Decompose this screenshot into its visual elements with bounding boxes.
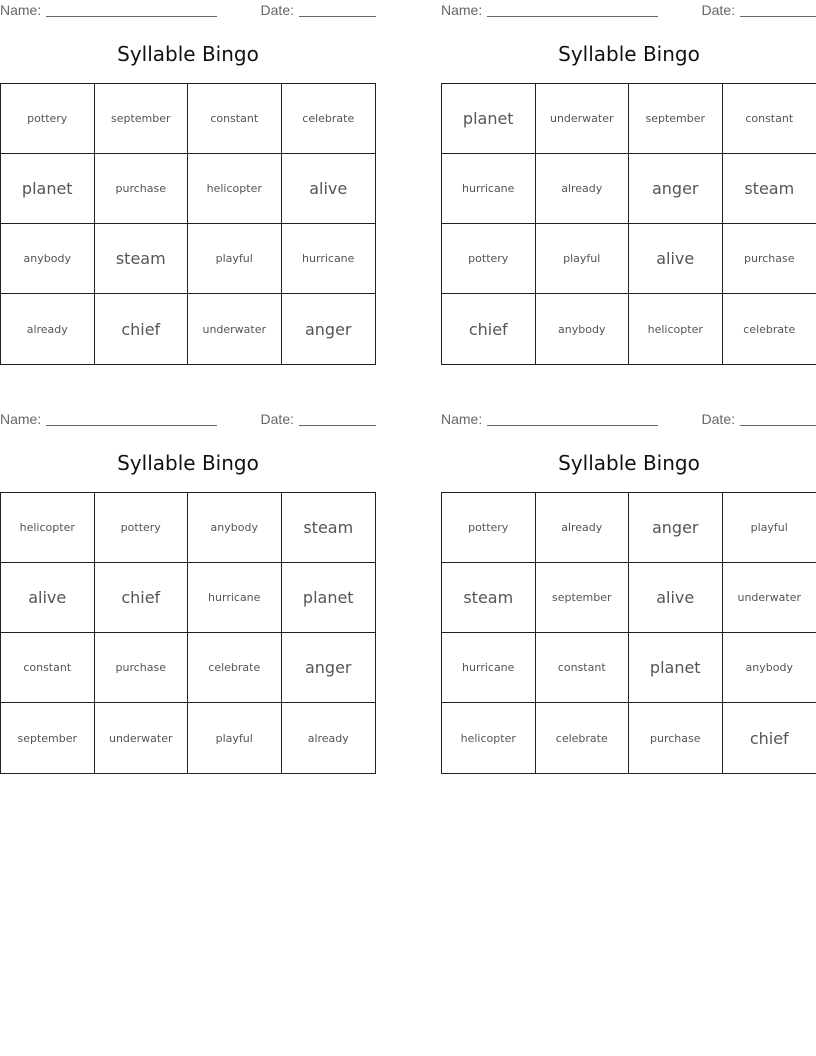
bingo-cell[interactable]: celebrate: [188, 633, 282, 703]
bingo-cell[interactable]: hurricane: [282, 224, 376, 294]
bingo-cell[interactable]: already: [307, 731, 349, 745]
bingo-cell[interactable]: purchase: [95, 633, 189, 703]
bingo-cell[interactable]: already: [1, 294, 95, 364]
bingo-cell[interactable]: constant: [536, 633, 630, 703]
bingo-cell[interactable]: purchase: [723, 224, 816, 294]
date-label: Date:: [701, 2, 735, 18]
bingo-cell[interactable]: playful: [536, 224, 630, 294]
bingo-cell[interactable]: hurricane: [442, 154, 536, 224]
name-line[interactable]: [46, 411, 217, 426]
bingo-cell[interactable]: chief: [95, 294, 189, 364]
card-header: [441, 411, 816, 429]
bingo-cell[interactable]: underwater: [536, 84, 630, 154]
bingo-cell[interactable]: alive: [629, 224, 723, 294]
bingo-grid: [0, 492, 376, 774]
bingo-cell[interactable]: pottery: [442, 493, 536, 563]
bingo-cell[interactable]: helicopter: [1, 493, 95, 563]
name-field[interactable]: [0, 2, 217, 18]
bingo-grid: [0, 83, 376, 365]
name-label: Name:: [441, 411, 483, 427]
bingo-cell[interactable]: hurricane: [188, 563, 282, 633]
bingo-cell[interactable]: anger: [282, 633, 376, 703]
card-title: Syllable Bingo: [558, 451, 700, 475]
bingo-cell[interactable]: anybody: [1, 224, 95, 294]
name-line[interactable]: [487, 2, 658, 17]
date-line[interactable]: [740, 2, 816, 17]
bingo-cell[interactable]: already: [536, 493, 630, 563]
bingo-cell[interactable]: alive: [1, 563, 95, 633]
bingo-cell[interactable]: planet: [629, 633, 723, 703]
bingo-card: [441, 0, 816, 364]
bingo-cell[interactable]: playful: [188, 703, 282, 773]
name-field[interactable]: [441, 411, 658, 427]
bingo-cell[interactable]: alive: [629, 563, 723, 633]
bingo-cell[interactable]: steam: [442, 563, 536, 633]
card-header: [441, 2, 816, 20]
bingo-cell[interactable]: pottery: [95, 493, 189, 563]
date-field[interactable]: [702, 411, 816, 427]
bingo-cell[interactable]: steam: [282, 493, 376, 563]
bingo-cell[interactable]: already: [536, 154, 630, 224]
bingo-cell[interactable]: anger: [629, 154, 723, 224]
name-label: Name:: [0, 411, 42, 427]
date-field[interactable]: [261, 411, 376, 427]
bingo-cell[interactable]: celebrate: [743, 322, 796, 336]
bingo-cell[interactable]: purchase: [95, 154, 189, 224]
name-line[interactable]: [46, 2, 217, 17]
bingo-cell[interactable]: helicopter: [629, 294, 723, 364]
bingo-cell[interactable]: celebrate: [282, 84, 376, 154]
name-label: Name:: [441, 2, 483, 18]
bingo-cell[interactable]: steam: [723, 154, 816, 224]
bingo-grid: [441, 492, 816, 774]
bingo-cell[interactable]: september: [95, 84, 189, 154]
date-line[interactable]: [299, 2, 376, 17]
card-title: Syllable Bingo: [558, 42, 700, 66]
bingo-cell[interactable]: planet: [282, 563, 376, 633]
date-field[interactable]: [261, 2, 376, 18]
date-line[interactable]: [299, 411, 376, 426]
bingo-cell[interactable]: pottery: [442, 224, 536, 294]
bingo-cell[interactable]: september: [1, 703, 95, 773]
bingo-cell[interactable]: playful: [723, 493, 816, 563]
bingo-cell[interactable]: anger: [629, 493, 723, 563]
bingo-cell[interactable]: anybody: [536, 294, 630, 364]
name-label: Name:: [0, 2, 42, 18]
bingo-cell[interactable]: september: [536, 563, 630, 633]
bingo-cell[interactable]: helicopter: [442, 703, 536, 773]
bingo-cell[interactable]: purchase: [629, 703, 723, 773]
name-line[interactable]: [487, 411, 658, 426]
bingo-cell[interactable]: constant: [1, 633, 95, 703]
bingo-cell[interactable]: anybody: [723, 633, 816, 703]
bingo-cell[interactable]: constant: [188, 84, 282, 154]
bingo-cell[interactable]: celebrate: [536, 703, 630, 773]
name-field[interactable]: [441, 2, 658, 18]
date-label: Date:: [260, 411, 294, 427]
bingo-cell[interactable]: chief: [442, 294, 536, 364]
bingo-cell[interactable]: september: [629, 84, 723, 154]
bingo-card: [0, 409, 376, 773]
card-title: Syllable Bingo: [117, 451, 259, 475]
bingo-cell[interactable]: alive: [282, 154, 376, 224]
bingo-cell[interactable]: steam: [95, 224, 189, 294]
bingo-cell[interactable]: underwater: [188, 294, 282, 364]
bingo-card: [0, 0, 376, 364]
bingo-cell[interactable]: underwater: [95, 703, 189, 773]
card-header: [0, 2, 376, 20]
date-label: Date:: [701, 411, 735, 427]
bingo-cell[interactable]: playful: [188, 224, 282, 294]
card-header: [0, 411, 376, 429]
bingo-cell[interactable]: hurricane: [442, 633, 536, 703]
date-label: Date:: [260, 2, 294, 18]
bingo-cell[interactable]: chief: [95, 563, 189, 633]
bingo-cell[interactable]: underwater: [723, 563, 816, 633]
card-title: Syllable Bingo: [117, 42, 259, 66]
bingo-cell[interactable]: constant: [723, 84, 816, 154]
date-line[interactable]: [740, 411, 816, 426]
bingo-card: [441, 409, 816, 773]
bingo-cell[interactable]: anybody: [188, 493, 282, 563]
bingo-cell[interactable]: planet: [442, 84, 536, 154]
name-field[interactable]: [0, 411, 217, 427]
bingo-cell[interactable]: chief: [749, 728, 789, 748]
bingo-cell[interactable]: planet: [1, 154, 95, 224]
bingo-cell[interactable]: pottery: [1, 84, 95, 154]
date-field[interactable]: [702, 2, 816, 18]
bingo-grid: [441, 83, 816, 365]
bingo-cell[interactable]: anger: [304, 319, 352, 339]
bingo-cell[interactable]: helicopter: [188, 154, 282, 224]
